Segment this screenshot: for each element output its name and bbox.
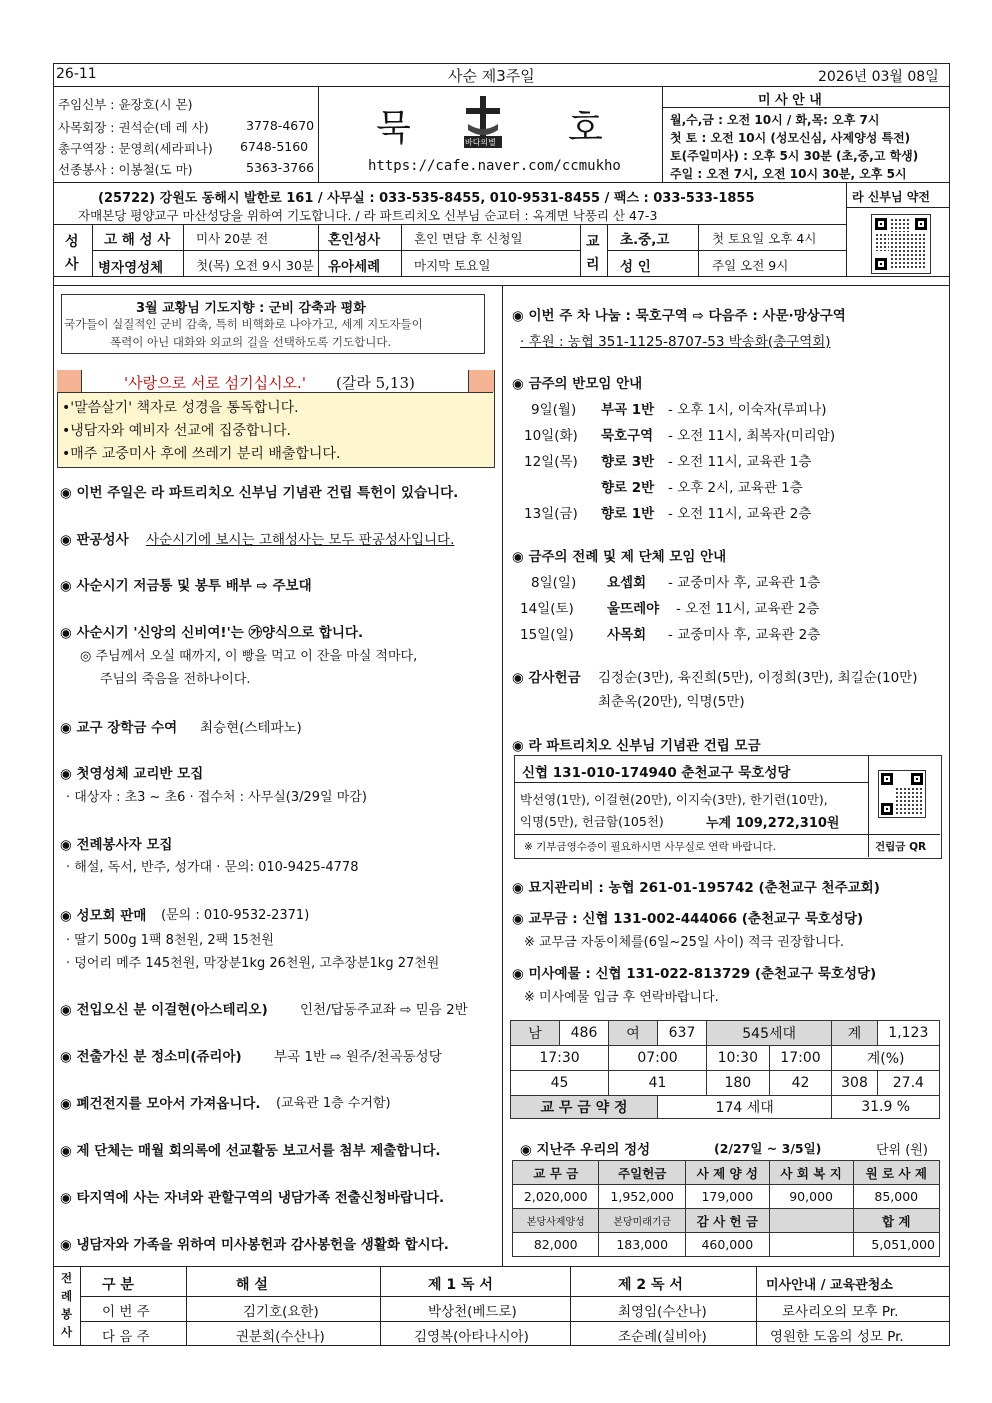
group-detail: - 교중미사 후, 교육관 2층 xyxy=(668,627,821,643)
liturgy-next-week-cleaning: 영원한 도움의 성모 Pr. xyxy=(770,1329,904,1345)
ban-detail: - 오후 2시, 교육관 1층 xyxy=(668,480,803,496)
liturgy-side-2: 례 xyxy=(61,1289,73,1303)
staff-funeral-phone: 5363-3766 xyxy=(246,160,315,175)
memorial-fund-names-1: 박선영(1만), 이걸현(20만), 이지숙(3만), 한기련(10만), xyxy=(520,792,828,807)
liturgy-next-week-label: 다 음 주 xyxy=(102,1329,150,1345)
offering-header: 합 계 xyxy=(853,1209,940,1233)
pope-prayer-line2: 폭력이 아닌 대화와 외교의 길을 선택하도록 기도합니다. xyxy=(110,335,392,349)
catechism-label-1: 교 xyxy=(586,234,600,250)
mass-total-header: 계(%) xyxy=(832,1046,940,1071)
attendance-total: 308 xyxy=(832,1071,877,1096)
marriage-info: 혼인 면담 후 신청일 xyxy=(414,231,523,246)
motto-item-1: •'말씀살기' 책자로 성경을 통독합니다. xyxy=(62,400,299,416)
offering-header: 사 회 복 지 xyxy=(769,1161,853,1185)
mass-time-header: 17:00 xyxy=(769,1046,832,1071)
motto-item-3: •매주 교중미사 후에 쓰레기 분리 배출합니다. xyxy=(62,446,341,462)
memorial-fund-names-2: 익명(5만), 헌금함(105천) xyxy=(520,814,664,829)
ban-date: 13일(금) xyxy=(524,506,578,522)
address-line: (25722) 강원도 동해시 발한로 161 / 사무실 : 033-535-8455, 010-9531-8455 / 팩스 : 033-533-1855 xyxy=(98,191,755,206)
ban-group: 묵호구역 xyxy=(601,428,654,444)
liturgy-header-category: 구 분 xyxy=(102,1277,134,1293)
notice-lent-box: ◉ 사순시기 저금통 및 봉투 배부 ⇨ 주보대 xyxy=(60,578,312,594)
group-date: 14일(토) xyxy=(520,601,574,617)
male-count: 486 xyxy=(560,1021,609,1046)
first-communion-detail: · 대상자 : 초3 ~ 초6 · 접수처 : 사무실(3/29일 마감) xyxy=(66,790,367,805)
parish-name-left: 묵 xyxy=(376,108,411,149)
group-name: 요셉회 xyxy=(607,575,647,591)
staff-district-phone: 6748-5160 xyxy=(240,139,309,154)
tea-sharing: ◉ 이번 주 차 나눔 : 묵호구역 ⇨ 다음주 : 사문·망상구역 xyxy=(512,308,846,324)
group-detail: - 교중미사 후, 교육관 1층 xyxy=(668,575,821,591)
confession-time: 미사 20분 전 xyxy=(196,231,269,246)
group-meeting-title: ◉ 금주의 전례 및 제 단체 모임 안내 xyxy=(512,549,727,565)
mass-offering-account: ◉ 미사예물 : 신협 131-022-813729 (춘천교구 묵호성당) xyxy=(512,966,877,982)
ban-detail: - 오후 1시, 이숙자(루피나) xyxy=(668,402,827,418)
notice-confession-text: 사순시기에 보시는 고해성사는 모두 판공성사입니다. xyxy=(146,532,455,548)
sale-item-2: · 덩어리 메주 145천원, 막장분1kg 26천원, 고추장분1kg 27천원 xyxy=(66,956,440,971)
notice-transfer-in-head: ◉ 전입오신 분 이걸현(아스테리오) xyxy=(60,1002,268,1018)
parish-url[interactable]: https://cafe.naver.com/ccmukho xyxy=(368,158,621,174)
memorial-fund-total: 누계 109,272,310원 xyxy=(706,816,840,831)
notice-first-communion: ◉ 첫영성체 교리반 모집 xyxy=(60,766,204,782)
ban-group: 향로 3반 xyxy=(601,454,655,470)
attendance-value: 42 xyxy=(769,1071,832,1096)
liturgy-side-4: 사 xyxy=(61,1325,73,1339)
liturgy-next-week-reading1: 김영복(아타나시아) xyxy=(414,1329,529,1345)
pope-prayer-title: 3월 교황님 기도지향 : 군비 감축과 평화 xyxy=(136,301,366,316)
memorial-fund-qr-code[interactable] xyxy=(878,770,926,818)
liturgy-recruit-detail: · 해설, 독서, 반주, 성가대 · 문의: 010-9425-4778 xyxy=(66,860,359,875)
church-dues-note: ※ 교무금 자동이체를(6일~25일 사이) 적극 권장합니다. xyxy=(524,935,845,950)
group-detail: - 오전 11시, 교육관 2층 xyxy=(676,601,820,617)
la-bio-label: 라 신부님 약전 xyxy=(852,190,930,204)
ban-detail: - 오전 11시, 교육관 2층 xyxy=(668,506,812,522)
group-date: 8일(일) xyxy=(531,575,577,591)
male-label: 남 xyxy=(511,1021,560,1046)
liturgy-next-week-reading2: 조순례(실비아) xyxy=(618,1329,707,1345)
marriage-label: 혼인성사 xyxy=(328,232,381,248)
total-count: 1,123 xyxy=(877,1021,939,1046)
parish-name-right: 호 xyxy=(568,108,603,149)
sale-item-1: · 딸기 500g 1팩 8천원, 2팩 15천원 xyxy=(66,933,274,948)
group-name: 울뜨레야 xyxy=(607,601,660,617)
attendance-value: 180 xyxy=(707,1071,770,1096)
staff-district: 총구역장 : 문영희(세라피나) xyxy=(58,141,213,156)
offering-total: 5,051,000 xyxy=(853,1233,940,1257)
offering-title: ◉ 지난주 우리의 정성 xyxy=(520,1142,651,1158)
catechism-students-time: 첫 토요일 오후 4시 xyxy=(712,231,817,246)
offering-value: 179,000 xyxy=(685,1185,769,1209)
ban-detail: - 오전 11시, 교육관 1층 xyxy=(668,454,812,470)
notice-mystery-faith: ◉ 사순시기 '신앙의 신비여!'는 ㉮양식으로 합니다. xyxy=(60,625,364,641)
thanks-offering-list-2: 최춘옥(20만), 익명(5만) xyxy=(598,694,745,710)
memorial-fund-account: 신협 131-010-174940 춘천교구 묵호성당 xyxy=(522,765,791,781)
thanks-offering-list-1: 김정순(3만), 육진희(5만), 이정희(3만), 최길순(10만) xyxy=(598,670,918,686)
female-label: 여 xyxy=(609,1021,658,1046)
confession-label: 고 해 성 사 xyxy=(104,232,171,248)
memorial-fund-qr-label: 건립금 QR xyxy=(875,841,927,853)
sister-parish-line: 자매본당 평양교구 마산성당을 위하여 기도합니다. / 라 파트리치오 신부님 순교터 : 옥계면 낙풍리 산 47-3 xyxy=(78,208,658,223)
liturgy-header-commentary: 해 설 xyxy=(236,1277,268,1293)
catechism-adult-time: 주일 오전 9시 xyxy=(712,258,789,273)
notice-memorial-collection: ◉ 이번 주일은 라 파트리치오 신부님 기념관 건립 특헌이 있습니다. xyxy=(60,485,459,501)
mass-first-sat: 첫 토 : 오전 10시 (성모신심, 사제양성 특전) xyxy=(670,131,911,145)
offering-header: 본당사제양성 xyxy=(513,1209,599,1233)
mass-saturday: 토(주일미사) : 오후 5시 30분 (초,중,고 학생) xyxy=(670,149,919,163)
infant-baptism-label: 유아세례 xyxy=(328,259,381,275)
offering-header: 사 제 양 성 xyxy=(685,1161,769,1185)
ban-group: 부곡 1반 xyxy=(601,402,655,418)
liturgy-header-reading2: 제 2 독 서 xyxy=(618,1277,683,1293)
ban-date: 10일(화) xyxy=(524,428,578,444)
la-bio-qr-code[interactable] xyxy=(871,214,931,274)
total-label: 계 xyxy=(832,1021,877,1046)
notice-sale-head: ◉ 성모회 판매 xyxy=(60,908,147,924)
mystery-text-1: ◎ 주님께서 오실 때까지, 이 빵을 먹고 이 잔을 마실 적마다, xyxy=(80,649,418,664)
ban-meeting-title: ◉ 금주의 반모임 안내 xyxy=(512,376,643,392)
offering-table xyxy=(512,1160,940,1257)
catechism-students-label: 초.중,고 xyxy=(620,232,670,248)
notice-transfer-out-head: ◉ 전출가신 분 정소미(쥬리아) xyxy=(60,1049,242,1065)
attendance-percent: 27.4 xyxy=(877,1071,939,1096)
ban-date: 12일(목) xyxy=(524,454,578,470)
offering-header: 주일헌금 xyxy=(599,1161,685,1185)
mass-offering-note: ※ 미사예물 입금 후 연락바랍니다. xyxy=(524,990,719,1005)
liturgy-side-3: 봉 xyxy=(61,1307,73,1321)
notice-transfer-request: ◉ 타지역에 사는 자녀와 관할구역의 냉담가족 전출신청바랍니다. xyxy=(60,1190,445,1206)
staff-funeral: 선종봉사 : 이봉철(도 마) xyxy=(58,162,193,177)
notice-transfer-out-detail: 부곡 1반 ⇨ 원주/천곡동성당 xyxy=(274,1049,442,1065)
notice-sale-contact: (문의 : 010-9532-2371) xyxy=(161,908,310,923)
motto-title: '사랑으로 서로 섬기십시오.' xyxy=(124,374,306,392)
group-name: 사목회 xyxy=(607,627,647,643)
offering-value: 85,000 xyxy=(853,1185,940,1209)
mass-time-header: 07:00 xyxy=(609,1046,707,1071)
notice-confession-head: ◉ 판공성사 xyxy=(60,532,129,548)
pope-prayer-line1: 국가들이 실질적인 군비 감축, 특히 비핵화로 나아가고, 세계 지도자들이 xyxy=(64,317,423,331)
sacrament-label-1: 성 xyxy=(65,234,79,250)
offering-value: 183,000 xyxy=(599,1233,685,1257)
offering-header: 본당미래기금 xyxy=(599,1209,685,1233)
mass-weekday: 월,수,금 : 오전 10시 / 화,목: 오후 7시 xyxy=(670,113,880,127)
week-title: 사순 제3주일 xyxy=(448,67,535,85)
offering-value: 2,020,000 xyxy=(513,1185,599,1209)
offering-value: 460,000 xyxy=(685,1233,769,1257)
ban-detail: - 오전 11시, 최복자(미리암) xyxy=(668,428,836,444)
infant-baptism-info: 마지막 토요일 xyxy=(414,258,491,273)
notice-battery-head: ◉ 폐건전지를 모아서 가져옵니다. xyxy=(60,1096,261,1112)
sick-communion-time: 첫(목) 오전 9시 30분 xyxy=(196,258,314,273)
motto-reference: (갈라 5,13) xyxy=(336,374,415,392)
catechism-label-2: 리 xyxy=(586,257,600,273)
offering-value xyxy=(769,1233,853,1257)
mystery-text-2: 주님의 죽음을 전하나이다. xyxy=(100,672,251,687)
mass-time-header: 10:30 xyxy=(707,1046,770,1071)
tea-sponsor: · 후원 : 농협 351-1125-8707-53 박송화(총구역회) xyxy=(520,334,831,350)
notice-offering-habit: ◉ 냉담자와 가족을 위하여 미사봉헌과 감사봉헌을 생활화 합시다. xyxy=(60,1237,449,1253)
bulletin-date: 2026년 03월 08일 xyxy=(818,69,939,85)
sacrament-label-2: 사 xyxy=(65,257,79,273)
notice-liturgy-recruit: ◉ 전례봉사자 모집 xyxy=(60,837,173,853)
logo-text: 바다의별 xyxy=(465,138,496,147)
offering-unit: 단위 (원) xyxy=(876,1143,928,1158)
offering-header: 교 무 금 xyxy=(513,1161,599,1185)
catechism-adult-label: 성 인 xyxy=(620,259,651,275)
liturgy-this-week-cleaning: 로사리오의 모후 Pr. xyxy=(782,1304,899,1320)
liturgy-this-week-reading1: 박상천(베드로) xyxy=(428,1304,517,1320)
dues-pledge-households: 174 세대 xyxy=(658,1096,832,1119)
liturgy-side-1: 전 xyxy=(61,1271,73,1285)
ban-group: 향로 2반 xyxy=(601,480,655,496)
notice-scholarship-name: 최승현(스테파노) xyxy=(200,720,302,736)
mass-time-header: 17:30 xyxy=(511,1046,609,1071)
offering-period: (2/27일 ~ 3/5일) xyxy=(714,1141,822,1156)
liturgy-next-week-commentary: 권분희(수산나) xyxy=(236,1329,325,1345)
staff-council-phone: 3778-4670 xyxy=(246,118,315,133)
notice-scholarship-head: ◉ 교구 장학금 수여 xyxy=(60,720,178,736)
dues-pledge-label: 교 무 금 약 정 xyxy=(511,1096,658,1119)
liturgy-header-reading1: 제 1 독 서 xyxy=(428,1277,493,1293)
attendance-value: 41 xyxy=(609,1071,707,1096)
liturgy-header-cleaning: 미사안내 / 교육관청소 xyxy=(766,1278,893,1293)
grave-fee: ◉ 묘지관리비 : 농협 261-01-195742 (춘천교구 천주교회) xyxy=(512,880,880,896)
mass-title: 미 사 안 내 xyxy=(758,93,822,108)
offering-header: 원 로 사 제 xyxy=(853,1161,940,1185)
ban-date: 9일(월) xyxy=(531,402,577,418)
offering-value: 82,000 xyxy=(513,1233,599,1257)
staff-council: 사목회장 : 권석순(데 레 사) xyxy=(58,120,209,135)
notice-transfer-in-detail: 인천/답동주교좌 ⇨ 믿음 2반 xyxy=(300,1002,468,1018)
ban-group: 향로 1반 xyxy=(601,506,655,522)
offering-value: 1,952,000 xyxy=(599,1185,685,1209)
memorial-fund-title: ◉ 라 파트리치오 신부님 기념관 건립 모금 xyxy=(512,738,761,754)
church-dues-account: ◉ 교무금 : 신협 131-002-444066 (춘천교구 묵호성당) xyxy=(512,911,864,927)
offering-header xyxy=(769,1209,853,1233)
liturgy-this-week-reading2: 최영임(수산나) xyxy=(618,1304,707,1320)
offering-header: 감 사 헌 금 xyxy=(685,1209,769,1233)
group-date: 15일(일) xyxy=(520,627,574,643)
parish-logo xyxy=(462,94,504,150)
mass-sunday: 주일 : 오전 7시, 오전 10시 30분, 오후 5시 xyxy=(670,167,907,181)
liturgy-this-week-commentary: 김기호(요한) xyxy=(243,1304,319,1320)
attendance-value: 45 xyxy=(511,1071,609,1096)
memorial-fund-note: ※ 기부금영수증이 필요하시면 사무실로 연락 바랍니다. xyxy=(524,841,776,853)
liturgy-this-week-label: 이 번 주 xyxy=(102,1304,150,1320)
household-count: 545세대 xyxy=(707,1021,832,1046)
female-count: 637 xyxy=(658,1021,707,1046)
notice-mission-report: ◉ 제 단체는 매월 회의록에 선교활동 보고서를 첨부 제출합니다. xyxy=(60,1143,441,1159)
sick-communion-label: 병자영성체 xyxy=(98,260,164,276)
thanks-offering-head: ◉ 감사헌금 xyxy=(512,670,581,686)
notice-battery-detail: (교육관 1층 수거함) xyxy=(276,1096,391,1111)
dues-pledge-percent: 31.9 % xyxy=(832,1096,940,1119)
staff-priest: 주임신부 : 윤장호(시 몬) xyxy=(58,97,193,112)
motto-item-2: •냉담자와 예비자 선교에 집중합니다. xyxy=(62,423,291,439)
issue-number: 26-11 xyxy=(56,66,97,82)
attendance-table xyxy=(510,1020,940,1119)
offering-value: 90,000 xyxy=(769,1185,853,1209)
